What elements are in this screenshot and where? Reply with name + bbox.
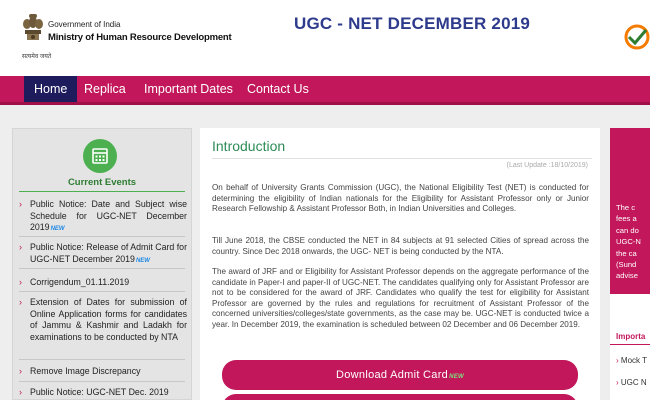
events-divider [19,191,185,192]
new-badge: NEW [449,374,464,380]
important-link-item[interactable] [616,356,647,365]
download-admit-card-label: Download Admit Card [336,369,449,381]
page-title: UGC - NET DECEMBER 2019 [294,14,531,33]
chevron-right-icon: › [19,242,22,252]
nav-item-important-dates[interactable]: Important Dates [144,82,233,96]
new-badge: NEW [50,226,65,232]
last-update-text: (Last Update :18/10/2019) [506,162,588,169]
ministry-label: Ministry of Human Resource Development [48,32,232,43]
ministry-logo[interactable] [22,10,232,60]
chevron-right-icon: › [19,199,22,209]
nav-item-replica[interactable]: Replica [84,82,126,96]
notice-line: (Sund [616,260,637,270]
main-nav [0,76,650,102]
right-sidebar [610,128,650,400]
important-link-text: UGC N [620,378,647,387]
intro-heading: Introduction [212,138,286,154]
event-text: Remove Image Discrepancy [30,366,141,376]
intro-divider [212,158,592,159]
nav-item-contact-us[interactable]: Contact Us [247,82,309,96]
event-text: Public Notice: UGC-NET Dec. 2019 [30,387,169,397]
notice-line: fees a [616,214,637,224]
event-item[interactable] [19,242,187,267]
event-divider [19,236,185,237]
notice-line: UGC-N [616,237,641,247]
important-link-item[interactable] [616,378,647,387]
chevron-right-icon: › [19,277,22,287]
event-item[interactable] [19,277,187,289]
event-text: Public Notice: Release of Admit Card for UGC-NET December 2019 [30,242,187,264]
notice-line: can do [616,225,639,235]
new-badge: NEW [135,257,150,264]
chevron-right-icon: › [19,297,22,307]
notice-panel [610,128,650,294]
notice-line: The c [616,203,635,212]
event-item[interactable] [19,297,187,343]
nta-logo-icon [624,24,650,50]
chevron-right-icon: › [19,387,22,397]
important-link-text: Mock T [620,356,647,365]
notice-line: advise [616,271,638,281]
event-item[interactable] [19,387,187,399]
event-divider [19,381,185,382]
chevron-right-icon: › [616,378,619,387]
main-content [200,128,600,400]
notice-line: the ca [616,248,637,258]
event-divider [19,359,185,360]
intro-paragraph: Till June 2018, the CBSE conducted the NET in 84 subjects at 91 selected Cities of spread across the country. Since Dec 2018 onwards, the UGC- NET is being conducted by the NTA. [212,236,589,256]
intro-paragraph: On behalf of University Grants Commission (UGC), the National Eligibility Test (NET) is conducted for determining the eligibility of Indian nationals for the Eligibility for Assistant Professor only or Junior Research Fellowship & Assistant Professor Both, in Indian Universities and Colleges. [212,183,589,213]
calendar-icon [83,139,117,173]
event-divider [19,268,185,269]
site-header [0,0,650,76]
national-emblem-icon [22,12,44,52]
event-text: Extension of Dates for submission of Online Application forms for candidates of Jammu & Kashmir and Ladakh for examinations to be conducted by NTA [30,297,187,342]
intro-paragraph: The award of JRF and or Eligibility for Assistant Professor depends on the aggregate performance of the candidate in Paper-I and paper-II of UGC-NET. The candidates qualifying only for Assistant Professor are not to be considered for the award of JRF. Candidates who qualify the test for eligibility for Assistant Professor are governed by the rules and regulations for recruitment of Assistant Professor of the concerned universities/colleges/state governments, as the case may be. UGC-NET is conducted twice a year. In December 2019, the examination is scheduled between 02 December and 06 December 2019. [212,267,589,329]
secondary-link-button[interactable] [222,394,578,400]
nav-item-home[interactable]: Home [24,76,77,102]
event-text: Public Notice: Date and Subject wise Schedule for UGC-NET December 2019 [30,199,187,232]
notice-text [616,202,641,282]
motto-text: सत्यमेव जयते [22,54,52,60]
chevron-right-icon: › [616,356,619,365]
current-events-title: Current Events [67,177,137,188]
event-divider [19,291,185,292]
gov-label: Government of India [48,20,121,29]
download-admit-card-button[interactable] [222,360,578,390]
important-links-divider [610,344,650,345]
event-item[interactable] [19,199,187,236]
important-links-title: Importa [616,332,646,341]
current-events-panel [12,128,192,400]
chevron-right-icon: › [19,366,22,376]
event-text: Corrigendum_01.11.2019 [30,277,130,287]
event-item[interactable] [19,366,187,378]
